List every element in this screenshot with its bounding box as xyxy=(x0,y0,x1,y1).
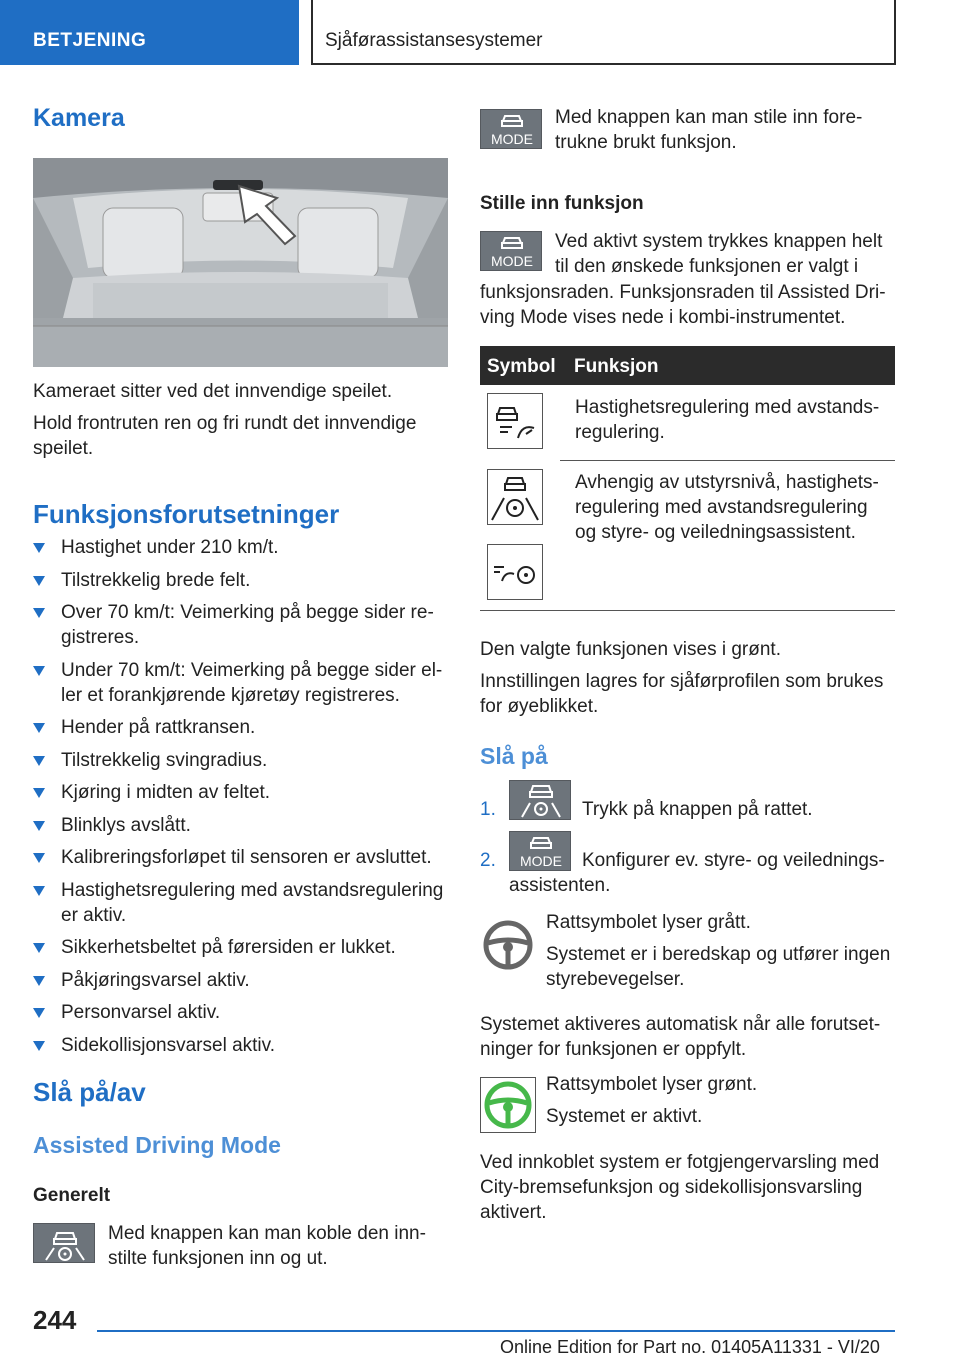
final-text-3: aktivert. xyxy=(480,1202,547,1223)
final-text-1: Ved innkoblet system er fotgjengervarsling med xyxy=(480,1152,880,1173)
list-item: Kjøring i midten av feltet. xyxy=(33,780,448,805)
mode-button-icon xyxy=(480,231,542,271)
list-item: Blinklys avslått. xyxy=(33,813,448,838)
assist-button-icon xyxy=(509,780,571,820)
after-text-3: for øyeblikket. xyxy=(480,696,599,717)
auto-text-2: ninger for funksjonen er oppfylt. xyxy=(480,1039,747,1060)
steering-wheel-grey-icon xyxy=(480,917,536,973)
list-item: Under 70 km/t: Veimerking på begge sider el-ler et forankjørende kjøretøy registreres. xyxy=(33,658,448,708)
slaa-paa-heading: Slå på xyxy=(480,743,548,769)
chapter-tab xyxy=(311,0,896,65)
col-funksjon: Funksjon xyxy=(574,356,659,377)
step-1-number: 1. xyxy=(480,799,496,820)
stille-text-3: funksjonsraden. Funksjonsraden til Assisted Dri- xyxy=(480,282,886,303)
kamera-text-2a: Hold frontruten ren og fri rundt det innvendige xyxy=(33,413,417,434)
after-text-1: Den valgte funksjonen vises i grønt. xyxy=(480,639,781,660)
kamera-text-1: Kameraet sitter ved det innvendige speilet. xyxy=(33,381,393,402)
car-interior-illustration xyxy=(33,158,448,367)
row1-text-1: Hastighetsregulering med avstands- xyxy=(575,397,880,418)
table-divider xyxy=(560,460,895,461)
mode-button-icon xyxy=(509,831,571,871)
acc-steering-icon xyxy=(487,544,543,600)
auto-text-1: Systemet aktiveres automatisk når alle forutset- xyxy=(480,1014,881,1035)
lane-steering-icon xyxy=(487,469,543,525)
list-item: Personvarsel aktiv. xyxy=(33,1000,448,1025)
list-item: Påkjøringsvarsel aktiv. xyxy=(33,968,448,993)
chapter-title: Sjåførassistansesystemer xyxy=(325,30,543,51)
row2-text-1: Avhengig av utstyrsnivå, hastighets- xyxy=(575,472,879,493)
camera-photo xyxy=(33,158,448,367)
list-item: Sidekollisjonsvarsel aktiv. xyxy=(33,1033,448,1058)
footer-rule xyxy=(97,1330,895,1332)
row1-text-2: regulering. xyxy=(575,422,665,443)
forutsetninger-heading: Funksjonsforutsetninger xyxy=(33,499,340,529)
mode-text-2: trukne brukt funksjon. xyxy=(555,132,737,153)
step-2-text: Konfigurer ev. styre- og veilednings- xyxy=(582,850,885,871)
list-item: Tilstrekkelig brede felt. xyxy=(33,568,448,593)
col-symbol: Symbol xyxy=(487,356,556,377)
table-bottom-rule xyxy=(480,610,895,611)
svg-text:MODE: MODE xyxy=(491,131,533,147)
stille-inn-heading: Stille inn funksjon xyxy=(480,193,644,214)
mode-button-icon xyxy=(480,109,542,149)
mode-text-1: Med knappen kan man stile inn fore- xyxy=(555,107,863,128)
green-text-1: Rattsymbolet lyser grønt. xyxy=(546,1074,758,1095)
list-item: Tilstrekkelig svingradius. xyxy=(33,748,448,773)
final-text-2: City-bremsefunksjon og sidekollisjonsvarsling xyxy=(480,1177,863,1198)
row2-text-2: regulering med avstandsregulering xyxy=(575,497,868,518)
list-item: Sikkerhetsbeltet på førersiden er lukket. xyxy=(33,935,448,960)
assist-button-icon xyxy=(33,1223,95,1263)
assisted-driving-mode-heading: Assisted Driving Mode xyxy=(33,1132,281,1158)
grey-text-2: Systemet er i beredskap og utfører ingen xyxy=(546,944,891,965)
kamera-text-2b: speilet. xyxy=(33,438,94,459)
step-2-text-2: assistenten. xyxy=(509,875,611,896)
row2-text-3: og styre- og veiledningsassistent. xyxy=(575,522,856,543)
list-item: Kalibreringsforløpet til sensoren er avsluttet. xyxy=(33,845,448,870)
generelt-text-1: Med knappen kan man koble den inn- xyxy=(108,1223,426,1244)
section-title: BETJENING xyxy=(33,30,147,51)
page-number: 244 xyxy=(33,1305,77,1335)
grey-text-1: Rattsymbolet lyser grått. xyxy=(546,912,751,933)
step-2-number: 2. xyxy=(480,850,496,871)
stille-text-2: til den ønskede funksjonen er valgt i xyxy=(555,256,859,277)
list-item: Hender på rattkransen. xyxy=(33,715,448,740)
svg-text:MODE: MODE xyxy=(491,253,533,269)
list-item: Hastighetsregulering med avstandsregulering er aktiv. xyxy=(33,878,448,928)
green-text-2: Systemet er aktivt. xyxy=(546,1106,703,1127)
footer-edition: Online Edition for Part no. 01405A11331 - VI/20 xyxy=(500,1337,880,1357)
symbol-table-header xyxy=(480,346,895,385)
steering-wheel-green-icon xyxy=(480,1077,536,1133)
kamera-heading: Kamera xyxy=(33,104,125,132)
list-item: Over 70 km/t: Veimerking på begge sider re-gistreres. xyxy=(33,600,448,650)
stille-text-1: Ved aktivt system trykkes knappen helt xyxy=(555,231,883,252)
stille-text-4: ving Mode vises nede i kombi-instrumentet. xyxy=(480,307,846,328)
grey-text-3: styrebevegelser. xyxy=(546,969,685,990)
generelt-text-2: stilte funksjonen inn og ut. xyxy=(108,1248,328,1269)
after-text-2: Innstillingen lagres for sjåførprofilen som brukes xyxy=(480,671,884,692)
list-item: Hastighet under 210 km/t. xyxy=(33,535,448,560)
step-1-text: Trykk på knappen på rattet. xyxy=(582,799,813,820)
generelt-heading: Generelt xyxy=(33,1185,111,1206)
acc-distance-icon xyxy=(487,393,543,449)
svg-text:MODE: MODE xyxy=(520,853,562,869)
slaa-paa-av-heading: Slå på/av xyxy=(33,1077,146,1107)
section-tab xyxy=(0,0,299,65)
requirements-list xyxy=(33,535,448,1065)
